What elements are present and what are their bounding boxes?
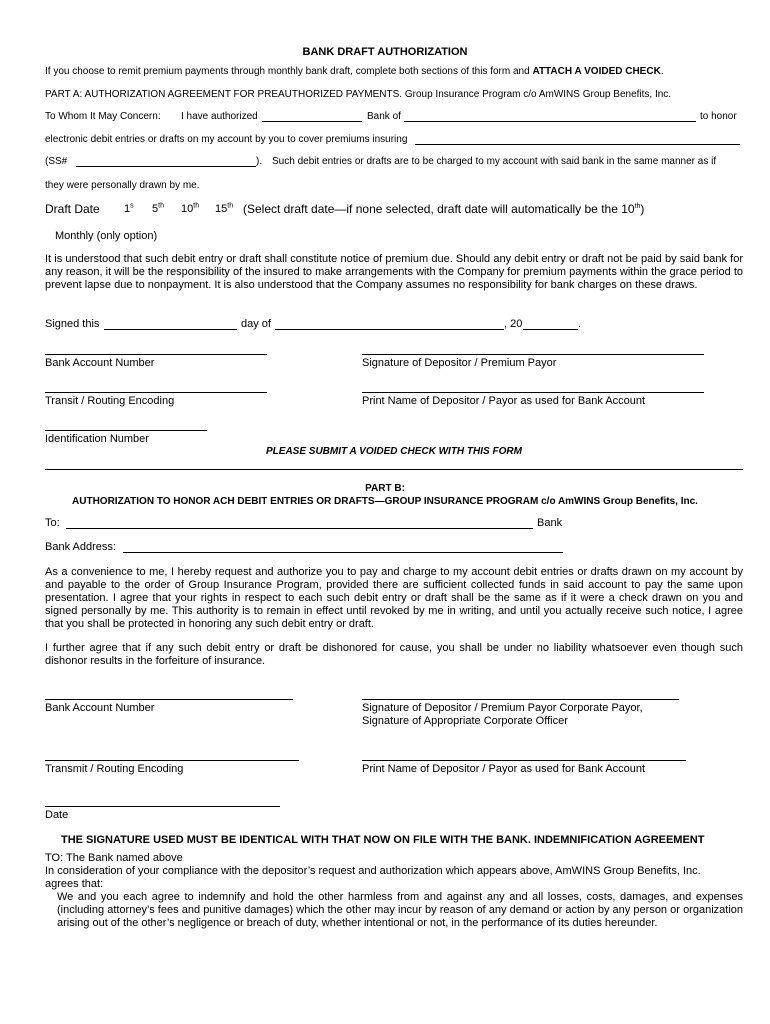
part-b-paragraph-1: As a convenience to me, I hereby request and authorize you to pay and charge to my account debit entries or drafts drawn on my account by and payable to the order of Group Insurance Program, provided there are sufficient collected funds in said account to pay the same upon presentation. I agree that your rights in respect to each such debit entry or draft shall be the same as if it were a check drawn on you and signed personally by me. This authority is to remain in effect until revoked by me in writing, and until you actually receive such notice, I agree that you shall be protected in honoring any such debit entry or draft. <box>45 566 743 630</box>
draft-date-label: Draft Date <box>45 202 100 216</box>
to-bank-named: TO: The Bank named above <box>45 852 183 864</box>
signed-year-field[interactable] <box>523 329 578 330</box>
intro-text <box>45 66 664 77</box>
ss-label: (SS# <box>45 156 68 167</box>
insuring-field[interactable] <box>415 144 740 145</box>
draft-option-5-suffix: th <box>158 202 164 210</box>
to-bank-field[interactable] <box>66 528 533 529</box>
part-b-heading: PART B: <box>365 483 405 494</box>
consideration-text: In consideration of your compliance with the depositor’s request and authorization which appears above, AmWINS Group Benefits, Inc. <box>45 865 701 877</box>
b-print-name-field[interactable] <box>362 760 686 761</box>
draft-option-10[interactable] <box>181 203 199 215</box>
b-signature-label-1: Signature of Depositor / Premium Payor Corporate Payor, <box>362 702 643 714</box>
draft-option-10-num: 10 <box>181 203 194 215</box>
draft-option-1-num: 1 <box>124 203 131 215</box>
such-debit-text: Such debit entries or drafts are to be charged to my account with said bank in the same manner as if <box>272 156 717 167</box>
to-honor-label: to honor <box>700 111 737 122</box>
to-whom-label: To Whom It May Concern: <box>45 111 161 122</box>
ss-field[interactable] <box>76 166 256 167</box>
b-print-name-label: Print Name of Depositor / Payor as used for Bank Account <box>362 763 646 775</box>
signed-month-field[interactable] <box>275 329 504 330</box>
bank-address-field[interactable] <box>123 552 563 553</box>
part-a-paragraph: It is understood that such debit entry or draft shall constitute notice of premium due. Should any debit entry or draft not be paid by said bank for any reason, it will be the responsibility of the insured to make arrangements with the Company for premium payments within the grace period to prevent lapse due to nonpayment. It is also understood that the Company assumes no responsibility for bank charges on these draws. <box>45 253 743 291</box>
routing-field[interactable] <box>45 392 267 393</box>
signature-label: Signature of Depositor / Premium Payor <box>362 357 557 369</box>
print-name-label: Print Name of Depositor / Payor as used for Bank Account <box>362 395 646 407</box>
signed-this-label: Signed this <box>45 318 100 330</box>
select-note-end: ) <box>640 202 645 216</box>
print-name-field[interactable] <box>362 392 704 393</box>
bank-account-field[interactable] <box>45 354 267 355</box>
routing-label: Transit / Routing Encoding <box>45 395 175 407</box>
b-bank-account-field[interactable] <box>45 699 293 700</box>
draft-option-15-num: 15 <box>215 203 228 215</box>
draft-option-15-suffix: th <box>227 202 234 210</box>
authorized-label: I have authorized <box>181 111 258 122</box>
bank-of-field[interactable] <box>404 121 696 122</box>
indemnify-paragraph: We and you each agree to indemnify and hold the other harmless from and against any and all losses, costs, damages, and expenses (including attorney’s fees and punitive damages) which the other may incur by reason of any demand or action by any person or organization arising out of the other’s negligence or breach of duty, whether intentional or not, in the performance of its duties hereunder. <box>57 891 743 929</box>
draft-option-5-num: 5 <box>152 203 159 215</box>
identification-field[interactable] <box>45 430 207 431</box>
b-signature-field[interactable] <box>362 699 679 700</box>
b-signature-label-2: Signature of Appropriate Corporate Officer <box>362 715 568 727</box>
page-title: BANK DRAFT AUTHORIZATION <box>302 46 468 58</box>
select-note-text: (Select draft date—if none selected, draft date will automatically be the 10 <box>243 202 635 216</box>
monthly-option: Monthly (only option) <box>55 230 158 242</box>
agrees-text: agrees that: <box>45 878 104 890</box>
b-routing-label: Transmit / Routing Encoding <box>45 763 184 775</box>
date-field[interactable] <box>45 806 280 807</box>
ss-close: ). <box>256 156 263 167</box>
draft-option-1-suffix: s <box>130 202 134 210</box>
draft-option-5[interactable] <box>152 203 164 215</box>
bank-address-label: Bank Address: <box>45 541 116 553</box>
part-b-paragraph-2: I further agree that if any such debit entry or draft be dishonored for cause, you shall be under no liability whatsoever even though such dishonor results in the forfeiture of insurance. <box>45 642 743 667</box>
year-prefix: , 20 <box>504 318 523 330</box>
select-note-sup: th <box>634 203 641 210</box>
draft-option-15[interactable] <box>215 203 233 215</box>
bank-account-label: Bank Account Number <box>45 357 155 369</box>
electronic-label: electronic debit entries or drafts on my account by you to cover premiums insuring <box>45 134 408 145</box>
b-bank-account-label: Bank Account Number <box>45 702 155 714</box>
day-of-label: day of <box>241 318 271 330</box>
submit-notice: PLEASE SUBMIT A VOIDED CHECK WITH THIS FORM <box>266 446 522 457</box>
signed-day-field[interactable] <box>104 329 237 330</box>
draft-option-1[interactable] <box>124 203 134 215</box>
authorized-field[interactable] <box>262 121 362 122</box>
bank-label: Bank <box>537 517 563 529</box>
select-note <box>243 202 644 216</box>
part-b-subheading: AUTHORIZATION TO HONOR ACH DEBIT ENTRIES OR DRAFTS—GROUP INSURANCE PROGRAM c/o AmWINS Group Benefits, Inc. <box>72 496 698 507</box>
intro-plain: If you choose to remit premium payments through monthly bank draft, complete both sections of this form and <box>45 66 533 77</box>
b-routing-field[interactable] <box>45 760 299 761</box>
section-divider <box>45 469 743 470</box>
intro-end: . <box>660 66 664 77</box>
to-label: To: <box>45 517 60 529</box>
year-end: . <box>578 318 582 330</box>
intro-bold: ATTACH A VOIDED CHECK <box>532 66 661 77</box>
signature-field[interactable] <box>362 354 704 355</box>
part-a-heading: PART A: AUTHORIZATION AGREEMENT FOR PREAUTHORIZED PAYMENTS. Group Insurance Program c/o AmWINS Group Benefits, Inc. <box>45 89 672 100</box>
draft-option-10-suffix: th <box>193 202 200 210</box>
bank-of-label: Bank of <box>367 111 401 122</box>
drawn-text: they were personally drawn by me. <box>45 180 200 191</box>
date-label: Date <box>45 809 69 821</box>
signature-notice: THE SIGNATURE USED MUST BE IDENTICAL WITH THAT NOW ON FILE WITH THE BANK. INDEMNIFICATION AGREEMENT <box>61 834 705 846</box>
identification-label: Identification Number <box>45 433 149 445</box>
